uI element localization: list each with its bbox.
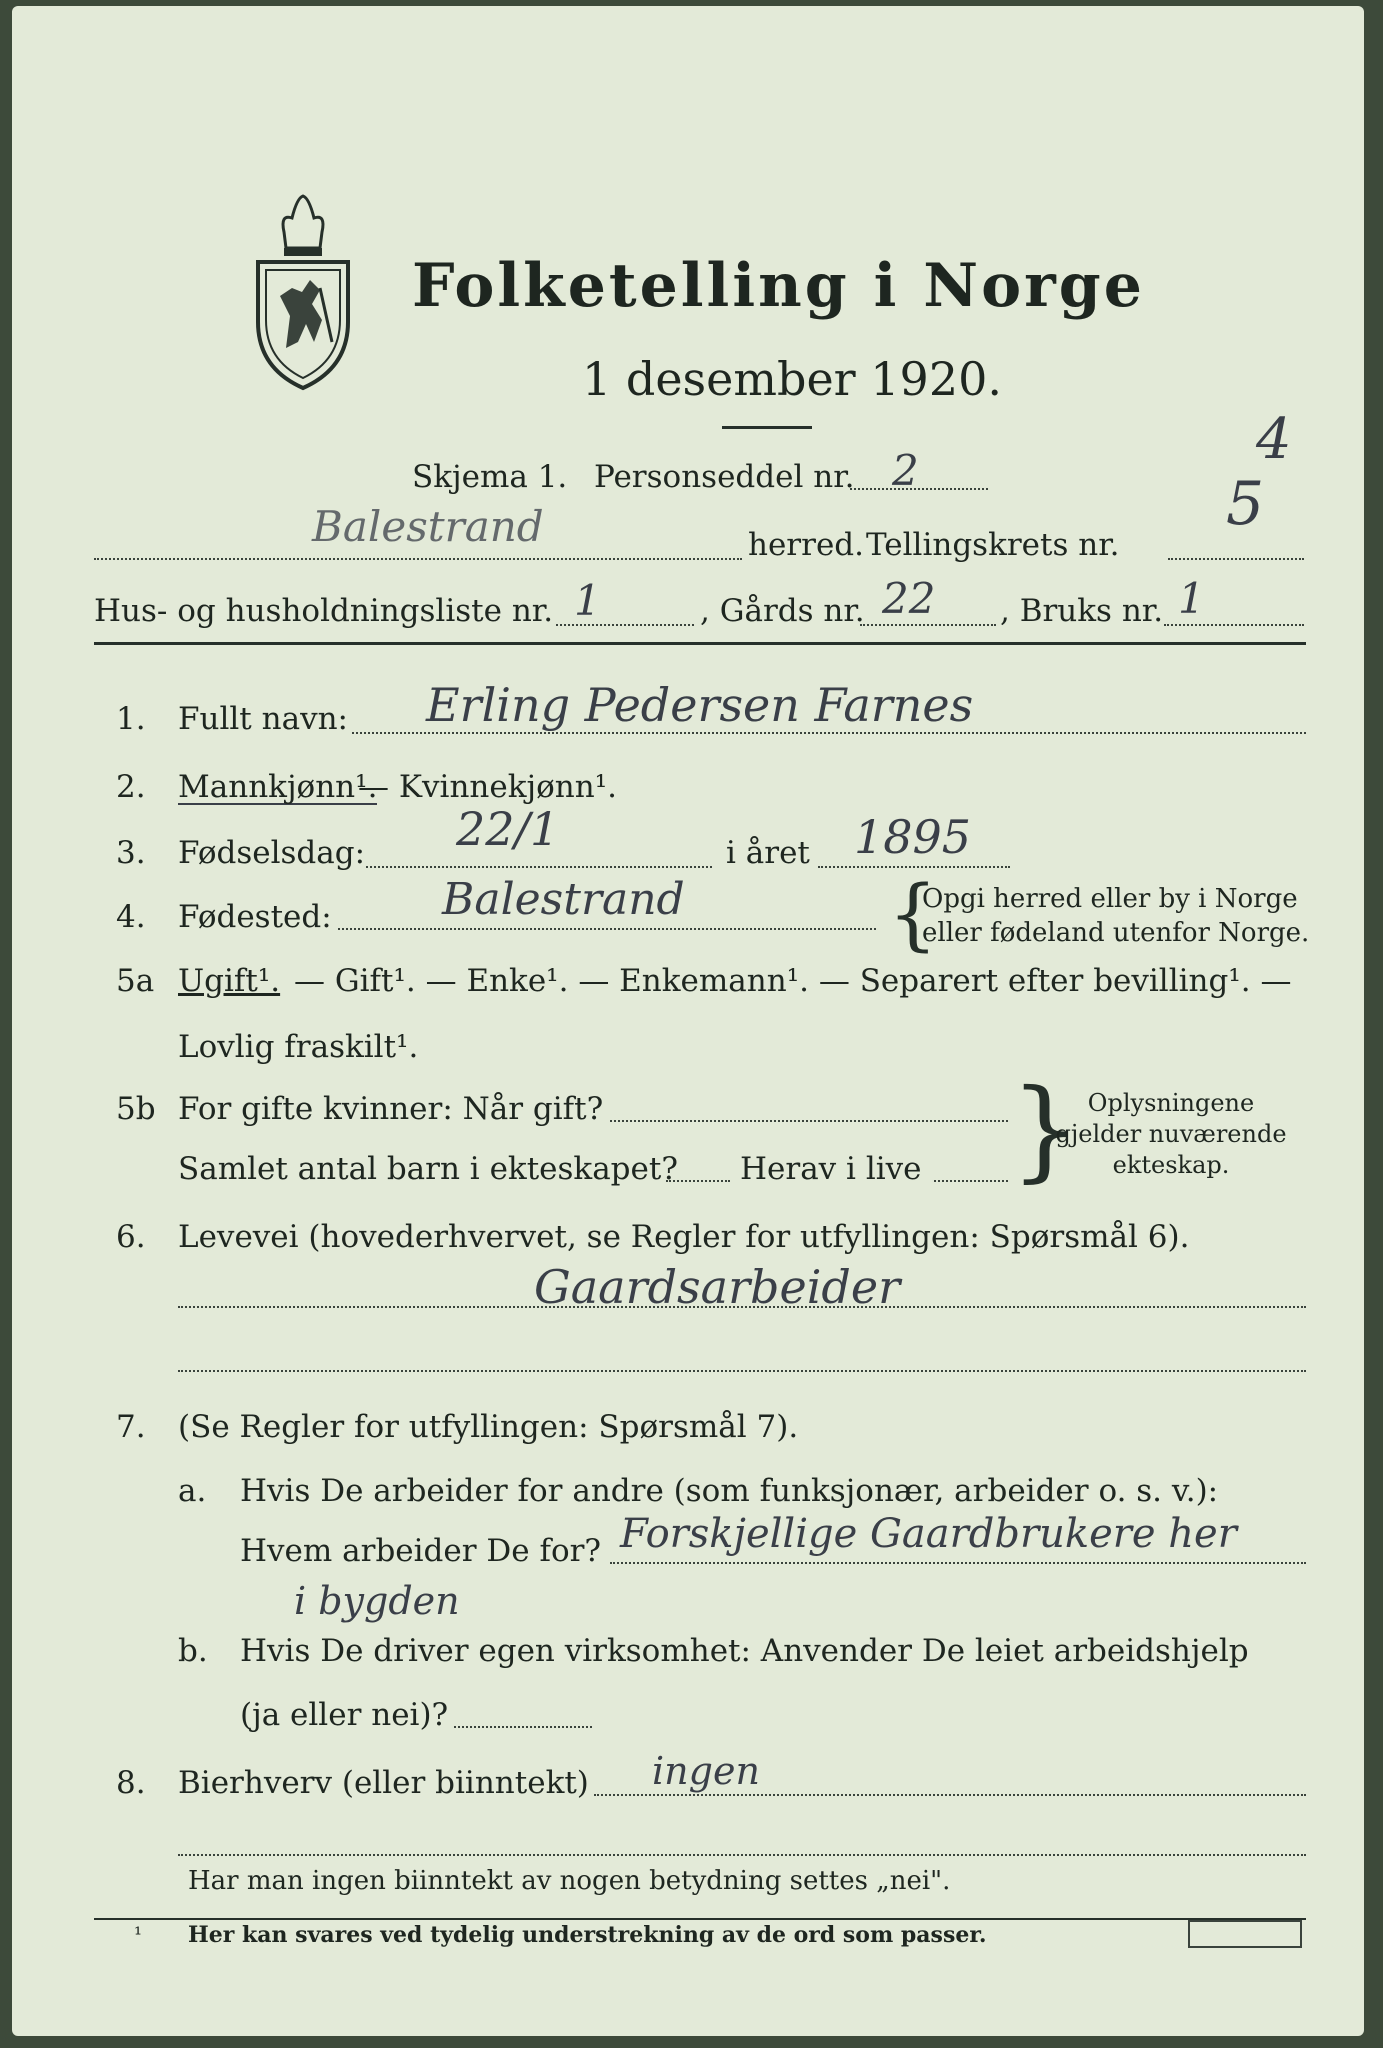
q5a-options: — Gift¹. — Enke¹. — Enkemann¹. — Separert efter bevilling¹. — [294,963,1292,999]
q5b-note-1: Oplysningene [1087,1089,1255,1117]
q7a-letter: a. [178,1473,207,1509]
hus-value: 1 [574,576,601,625]
coat-of-arms-icon [250,192,356,392]
census-form [12,6,1364,2036]
q4-value: Balestrand [442,874,685,925]
q5b-note-3: ekteskap. [1112,1151,1230,1179]
footnote-divider [94,1918,1306,1920]
q7a-value-1: Forskjellige Gaardbrukere her [620,1511,1237,1557]
q5b-number: 5b [116,1091,156,1127]
q4-note-2: eller fødeland utenfor Norge. [922,918,1310,948]
q5a-number: 5a [116,963,155,999]
q3-year-label: i året [726,835,810,871]
gards-value: 22 [882,574,936,623]
tellingskrets-line[interactable] [1168,558,1304,560]
q4-number: 4. [116,899,146,935]
tellingskrets-label: Tellingskrets nr. [866,527,1120,563]
q2-female: — Kvinnekjønn¹. [358,769,617,805]
q1-number: 1. [116,701,146,737]
q5b-note [1046,1088,1296,1181]
q1-label: Fullt navn: [178,701,348,737]
personseddel-value: 2 [892,446,919,495]
q7b-letter: b. [178,1633,208,1669]
section-divider [94,642,1306,645]
q6-label: Levevei (hovederhvervet, se Regler for utfyllingen: Spørsmål 6). [178,1219,1190,1255]
q8-value: ingen [652,1749,760,1793]
q5b-label1: For gifte kvinner: Når gift? [178,1091,604,1127]
q5b-note-2: gjelder nuværende [1055,1120,1287,1148]
q3-line[interactable] [366,866,712,868]
q5b-married-line[interactable] [610,1120,1008,1122]
census-date: 1 desember 1920. [582,352,1002,406]
q7a-question: Hvem arbeider De for? [240,1533,602,1569]
skjema-label: Skjema 1. [412,459,568,495]
q3-year-value: 1895 [854,810,972,864]
q3-number: 3. [116,835,146,871]
q4-note-brace: { [888,870,938,960]
herred-label: herred. [748,527,864,563]
q5a-line2: Lovlig fraskilt¹. [178,1029,419,1065]
q7a-value-2: i bygden [294,1579,460,1623]
bruks-value: 1 [1178,574,1205,623]
q7a-line-1[interactable] [610,1562,1306,1564]
q6-line-2[interactable] [178,1370,1306,1372]
q7b-question: (ja eller nei)? [240,1697,449,1733]
q3-value: 22/1 [456,802,560,856]
q8-label: Bierhverv (eller biinntekt) [178,1765,589,1801]
q5b-label3: Herav i live [740,1151,922,1187]
footnote-mark: ¹ [134,1922,143,1946]
q3-year-line[interactable] [818,866,1010,868]
personseddel-line[interactable] [850,488,988,490]
q7b-text: Hvis De driver egen virksomhet: Anvender De leiet arbeidshjelp [240,1633,1249,1669]
gards-label: , Gårds nr. [700,593,865,629]
q7-label: (Se Regler for utfyllingen: Spørsmål 7). [178,1409,799,1445]
q7-number: 7. [116,1409,146,1445]
q7a-text: Hvis De arbeider for andre (som funksjonær, arbeider o. s. v.): [240,1473,1219,1509]
q6-number: 6. [116,1219,146,1255]
herred-line[interactable] [94,558,742,560]
q8-line-1[interactable] [594,1794,1306,1796]
printer-stamp [1188,1920,1302,1948]
bruks-line[interactable] [1164,624,1304,626]
q5a-ugift: Ugift¹. [178,963,281,999]
q6-value: Gaardsarbeider [534,1260,901,1314]
note-nei: Har man ingen biinntekt av nogen betydning settes „nei". [188,1866,951,1896]
corner-mark-1: 4 [1256,407,1292,472]
q5b-children-line[interactable] [666,1180,730,1182]
q3-label: Fødselsdag: [178,835,366,871]
q4-label: Fødested: [178,899,332,935]
q2-male: Mannkjønn¹. [178,769,378,805]
q5b-label2: Samlet antal barn i ekteskapet? [178,1151,678,1187]
bruks-label: , Bruks nr. [1000,593,1164,629]
q4-note-1: Opgi herred eller by i Norge [922,884,1298,914]
q8-number: 8. [116,1765,146,1801]
title-divider [722,426,812,429]
corner-mark-2: 5 [1226,469,1265,539]
q1-value: Erling Pedersen Farnes [426,678,974,732]
herred-value: Balestrand [312,502,544,551]
q7b-line[interactable] [454,1726,592,1728]
personseddel-label: Personseddel nr. [594,459,855,495]
form-title: Folketelling i Norge [412,251,1145,321]
q1-line[interactable] [352,732,1306,734]
hus-label: Hus- og husholdningsliste nr. [94,593,554,629]
gards-line[interactable] [860,624,996,626]
q2-number: 2. [116,769,146,805]
q5b-alive-line[interactable] [934,1180,1008,1182]
q5b-note-brace: } [1010,1065,1080,1193]
q4-line[interactable] [338,928,876,930]
q8-line-2[interactable] [178,1854,1306,1856]
footnote-text: Her kan svares ved tydelig understrekning av de ord som passer. [188,1922,987,1948]
